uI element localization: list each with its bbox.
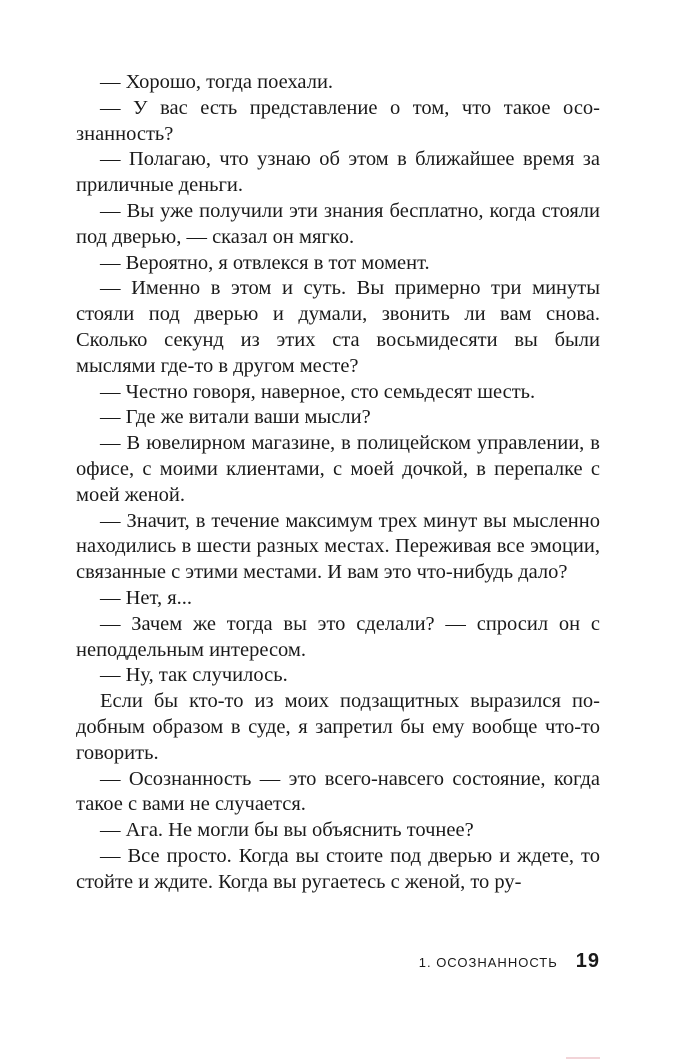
paragraph: — В ювелирном магазине, в полицейском управлении, в офисе, с моими клиентами, с моей дочкой, в перепалке с моей женой.	[76, 432, 600, 506]
decorative-divider	[566, 1057, 600, 1059]
paragraph: — Зачем же тогда вы это сделали? — спросил он с неподдельным интересом.	[76, 612, 600, 661]
paragraph: — Ага. Не могли бы вы объяснить точнее?	[100, 819, 474, 842]
paragraph: — Ну, так случилось.	[100, 664, 288, 687]
paragraph: — Вы уже получили эти знания бесплатно, когда стояли под дверью, — сказал он мягко.	[76, 199, 600, 248]
paragraph: — Где же витали ваши мысли?	[100, 406, 371, 429]
paragraph: — Все просто. Когда вы стоите под дверью и ждете, то стойте и ждите. Когда вы ругаетесь с женой, то ру-	[76, 844, 600, 893]
paragraph: Если бы кто-то из моих подзащитных выразился подобным образом в суде, я запретил бы ему вообще что-то говорить.	[76, 690, 600, 764]
book-page-body	[76, 70, 600, 896]
page-number: 19	[575, 950, 600, 972]
paragraph: — Полагаю, что узнаю об этом в ближайшее время за приличные деньги.	[76, 148, 600, 197]
paragraph: — Честно говоря, наверное, сто семьдесят шесть.	[100, 380, 536, 403]
paragraph: — Хорошо, тогда поехали.	[100, 71, 334, 93]
running-head: 1. ОСОЗНАННОСТЬ	[418, 955, 558, 970]
paragraph: — У вас есть представление о том, что такое осознанность?	[76, 96, 600, 145]
paragraph: — Вероятно, я отвлекся в тот момент.	[100, 251, 430, 274]
paragraph: — Осознанность — это всего-навсего состояние, когда такое с вами не случается.	[76, 767, 600, 816]
page-footer	[76, 950, 600, 973]
paragraph: — Значит, в течение максимум трех минут вы мысленно находились в шести разных местах. Переживая все эмоции, связанные с этими местами. И вам это что-нибудь дало?	[76, 509, 600, 584]
paragraph: — Нет, я...	[100, 586, 192, 609]
paragraph: — Именно в этом и суть. Вы примерно три минуты стояли под дверью и думали, звонить ли вам снова. Сколько секунд из этих ста восьмидесяти вы были мыслями где-то в другом месте?	[76, 277, 600, 377]
